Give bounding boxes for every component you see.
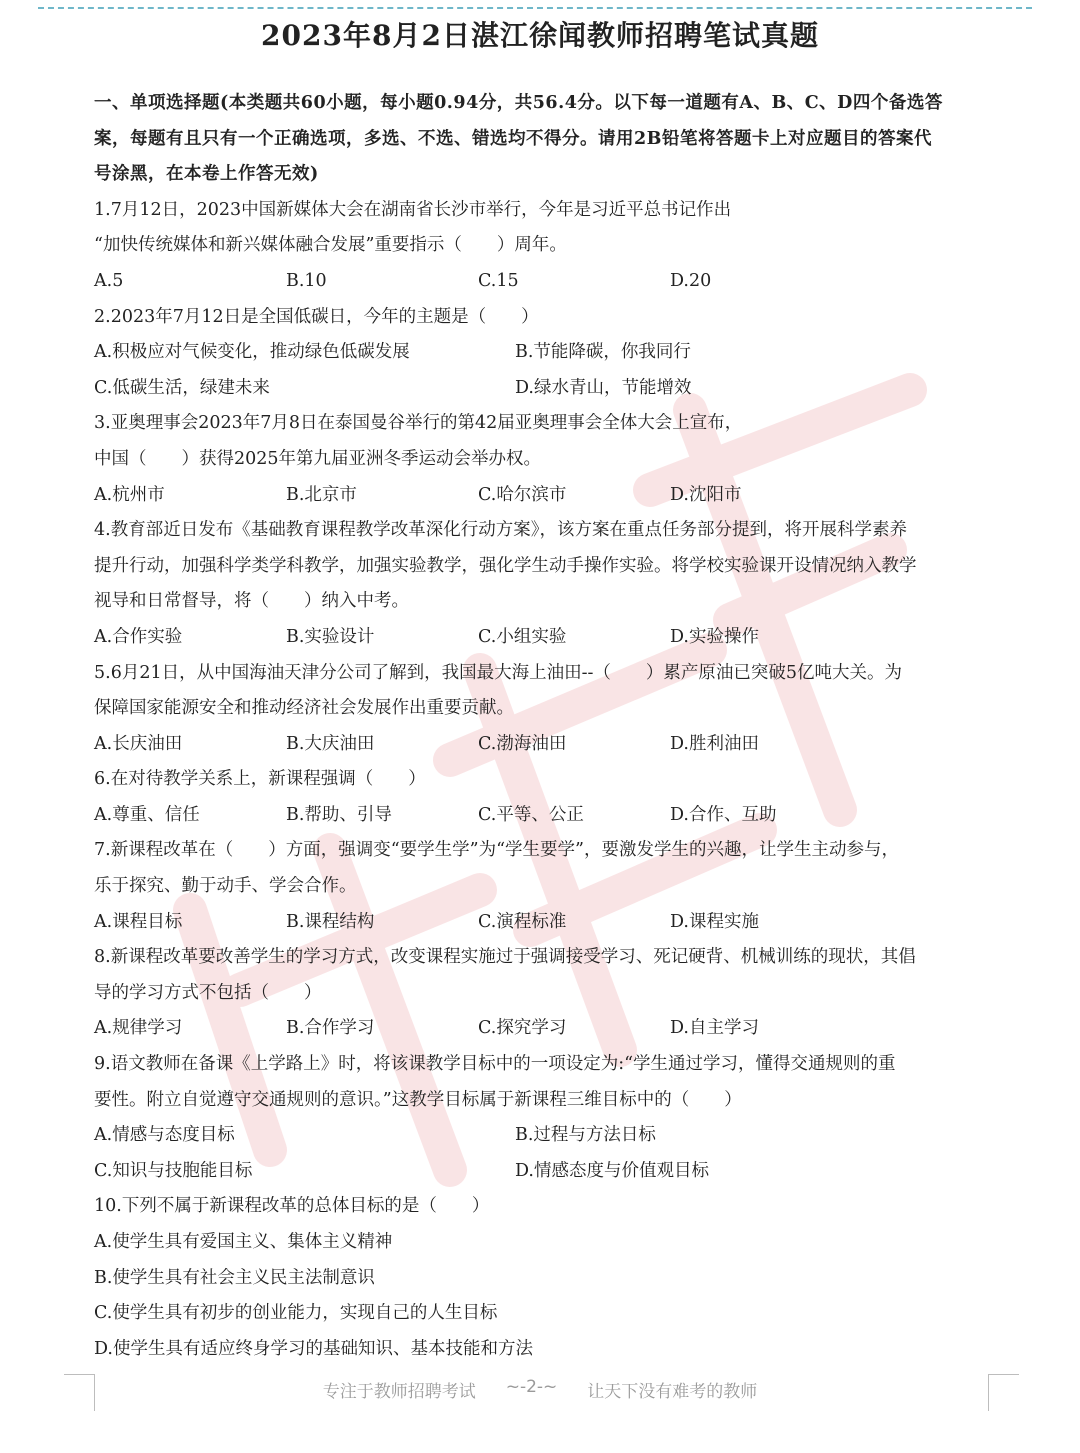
question-text: 9.语文教师在备课《上学路上》时，将该课教学目标中的一项设定为:“学生通过学习，懂得交通规则的重	[94, 1054, 896, 1075]
option-d: D.绿水青山，节能增效	[515, 377, 692, 398]
question-options	[94, 620, 994, 656]
option-c: C.知识与技胞能目标	[94, 1160, 253, 1181]
question-options	[94, 798, 994, 834]
instruction-line: 一、单项选择题(本类题共60小题，每小题0.94分，共56.4分。以下每一道题有A、B、C、D四个备选答	[94, 93, 943, 113]
question-text: 保障国家能源安全和推动经济社会发展作出重要贡献。	[94, 698, 514, 719]
option-b: B.大庆油田	[286, 733, 375, 754]
option-c: C.演程标准	[478, 911, 567, 932]
option-d: D.20	[670, 270, 712, 291]
option-d: D.情感态度与价值观目标	[515, 1160, 709, 1181]
question-options	[94, 335, 994, 371]
option-b: B.北京市	[286, 484, 357, 505]
option-c: C.使学生具有初步的创业能力，实现自己的人生目标	[94, 1303, 498, 1324]
question-text: 3.亚奥理事会2023年7月8日在泰国曼谷举行的第42届亚奥理事会全体大会上宣布，	[94, 413, 743, 434]
option-a: A.合作实验	[94, 626, 183, 647]
option-a: A.杭州市	[94, 484, 165, 505]
option-d: D.自主学习	[670, 1018, 759, 1039]
question-text: 视导和日常督导，将（ ）纳入中考。	[94, 591, 409, 612]
question-5	[94, 656, 994, 763]
top-dashed-rule	[38, 7, 1032, 9]
option-a: A.长庆油田	[94, 733, 183, 754]
question-options	[94, 264, 994, 300]
footer-slogan-right: 让天下没有难考的教师	[587, 1382, 758, 1402]
option-a: A.规律学习	[94, 1018, 183, 1039]
question-text: 2.2023年7月12日是全国低碳日，今年的主题是（ ）	[94, 306, 539, 327]
question-4	[94, 513, 994, 655]
option-a: A.情感与态度目标	[94, 1125, 235, 1146]
option-b: B.10	[286, 270, 327, 291]
question-10	[94, 1189, 994, 1367]
question-text: 10.下列不属于新课程改革的总体目标的是（ ）	[94, 1196, 490, 1217]
question-text: 5.6月21日，从中国海油天津分公司了解到，我国最大海上油田--（ ）累产原油已突破5亿吨大关。为	[94, 662, 903, 683]
question-text: 8.新课程改革要改善学生的学习方式，改变课程实施过于强调接受学习、死记硬背、机械训练的现状，其倡	[94, 947, 916, 968]
page-footer	[0, 1377, 1080, 1402]
option-b: B.使学生具有社会主义民主法制意识	[94, 1267, 375, 1288]
option-d: D.沈阳市	[670, 484, 742, 505]
option-c: C.哈尔滨市	[478, 484, 567, 505]
instruction-line: 案，每题有且只有一个正确选项，多选、不选、错选均不得分。请用2B铅笔将答题卡上对应题目的答案代	[94, 128, 932, 149]
option-a: A.积极应对气候变化，推动绿色低碳发展	[94, 342, 410, 363]
option-b: B.帮助、引导	[286, 804, 392, 825]
option-c: C.小组实验	[478, 626, 567, 647]
option-b: B.过程与方法日标	[515, 1125, 656, 1146]
question-text: 中国（ ）获得2025年第九届亚洲冬季运动会举办权。	[94, 448, 542, 469]
question-options	[94, 1011, 994, 1047]
question-3	[94, 406, 994, 513]
option-a: A.尊重、信任	[94, 804, 200, 825]
question-1	[94, 193, 994, 300]
option-a: A.课程目标	[94, 911, 183, 932]
option-c: C.低碳生活，绿建未来	[94, 377, 270, 398]
option-b: B.实验设计	[286, 626, 375, 647]
option-b: B.合作学习	[286, 1018, 375, 1039]
question-text: 乐于探究、勤于动手、学会合作。	[94, 876, 357, 897]
option-d: D.使学生具有适应终身学习的基础知识、基本技能和方法	[94, 1338, 533, 1359]
question-options	[94, 371, 994, 407]
question-text: 6.在对待教学关系上，新课程强调（ ）	[94, 769, 426, 790]
question-6	[94, 762, 994, 833]
question-9	[94, 1047, 994, 1189]
option-c: C.渤海油田	[478, 733, 567, 754]
instruction-line: 号涂黑，在本卷上作答无效)	[94, 164, 319, 185]
option-a: A.5	[94, 270, 124, 291]
question-options	[94, 478, 994, 514]
option-a: A.使学生具有爱国主义、集体主义精神	[94, 1232, 393, 1252]
question-text: 要性。附立自觉遵守交通规则的意识。”这教学目标属于新课程三维目标中的（ ）	[94, 1089, 742, 1110]
option-c: C.15	[478, 270, 519, 291]
question-text: 4.教育部近日发布《基础教育课程教学改革深化行动方案》，该方案在重点任务部分提到，将开展科学素养	[94, 520, 907, 541]
question-8	[94, 940, 994, 1047]
option-d: D.课程实施	[670, 911, 759, 932]
question-text: 1.7月12日，2023中国新媒体大会在湖南省长沙市举行，今年是习近平总书记作出	[94, 199, 732, 220]
option-b: B.节能降碳，你我同行	[515, 342, 691, 363]
section-instructions	[94, 86, 994, 193]
option-d: D.胜利油田	[670, 733, 759, 754]
option-c: C.平等、公正	[478, 804, 584, 825]
question-options	[94, 1154, 994, 1190]
question-options	[94, 1118, 994, 1154]
question-text: 7.新课程改革在（ ）方面，强调变“要学生学”为“学生要学”，要激发学生的兴趣，让学生主动参与，	[94, 840, 899, 861]
question-2	[94, 300, 994, 407]
question-text: 提升行动，加强科学类学科教学，加强实验教学，强化学生动手操作实验。将学校实验课开设情况纳入教学	[94, 555, 917, 576]
exam-content	[94, 86, 994, 1367]
question-text: 导的学习方式不包括（ ）	[94, 982, 322, 1003]
question-7	[94, 833, 994, 940]
question-options	[94, 727, 994, 763]
option-b: B.课程结构	[286, 911, 375, 932]
option-d: D.实验操作	[670, 626, 759, 647]
question-text: “加快传统媒体和新兴媒体融合发展”重要指示（ ）周年。	[94, 235, 567, 256]
option-c: C.探究学习	[478, 1018, 567, 1039]
question-options	[94, 905, 994, 941]
option-d: D.合作、互助	[670, 804, 777, 825]
page-number: ~-2-~	[505, 1377, 558, 1397]
page-title: 2023年8月2日湛江徐闻教师招聘笔试真题	[261, 19, 819, 52]
footer-slogan-left: 专注于教师招聘考试	[322, 1382, 476, 1402]
